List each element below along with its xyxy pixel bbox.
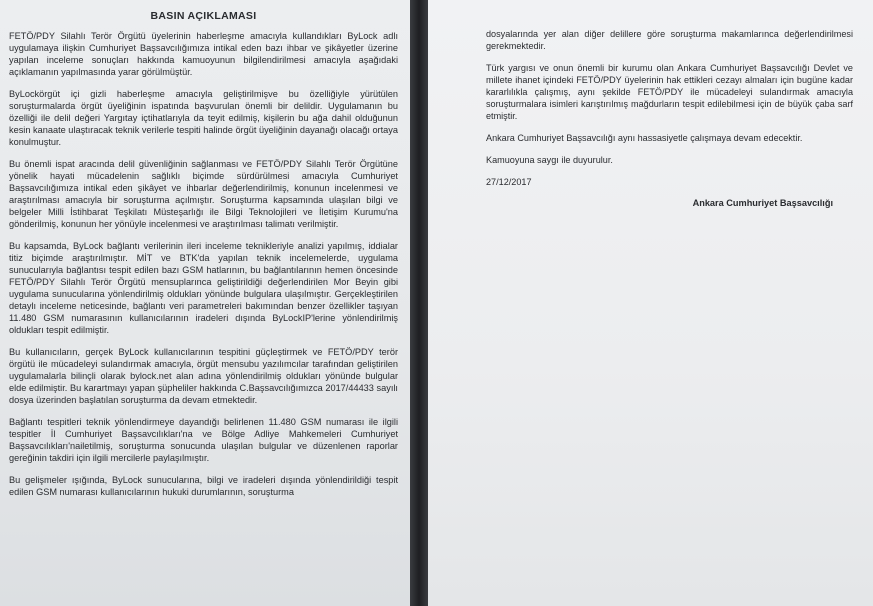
paragraph: Bu gelişmeler ışığında, ByLock sunucularına, bilgi ve iradeleri dışında yönlendirildiği tespit edilen GSM numarası kullanıcılarının hukuki durumlarının, soruşturma: [9, 475, 398, 497]
paragraph: Bu kullanıcıların, gerçek ByLock kullanıcılarının tespitini güçleştirmek ve FETÖ/PDY terör örgütü ile mücadeleyi sulandırmak amacıyla, örgüt mensubu yazılımcılar tarafından geliştirilen uygulamalarla bilinçli olarak bylock.net alan adına yönlendirilmiş oldukları yönünde bulgular elde edilmiştir. Bu karartmayı yapan şüpheliler hakkında C.Başsavcılığımızca 2017/44433 sayılı dosya üzerinden başlatılan soruşturma da devam etmektedir.: [9, 347, 398, 405]
document-title: BASIN AÇIKLAMASI: [150, 10, 257, 22]
right-page: [428, 0, 873, 606]
page-gutter: [410, 0, 428, 606]
left-page: [0, 0, 410, 606]
paragraph: Bağlantı tespitleri teknik yönlendirmeye dayandığı belirlenen 11.480 GSM numarası ile ilgili tespitler İl Cumhuriyet Başsavcılıkları'na ve Bölge Adliye Mahkemeleri Cumhuriyet Başsavcılıkları'nailetilmiş, soruşturma sonucunda ulaşılan bulgular ve düzenlenen raporlar gereğinin takdiri için ilgili mercilerle paylaşılmıştır.: [9, 417, 398, 463]
document-date: 27/12/2017: [486, 177, 532, 187]
paragraph: Ankara Cumhuriyet Başsavcılığı aynı hassasiyetle çalışmaya devam edecektir.: [486, 133, 803, 143]
paragraph: Bu kapsamda, ByLock bağlantı verilerinin ileri inceleme teknikleriyle analizi yapılmış, iddialar titiz biçimde araştırılmıştır. MİT ve BTK'da yapılan teknik incelemelerde, uygulama sunucularıyla bağlantısı tespit edilen bazı GSM hatlarının, bu bağlantılarının hemen öncesinde FETÖ/PDY Silahlı Terör Örgütü mensuplarınca geliştirildiği değerlendirilen Mor Beyin gibi uygulama sunucularına yönlendirilmiş oldukları yönünde bulgulara ulaşılmıştır. Gerçekleştirilen detaylı inceleme neticesinde, bağlantı veri parametreleri bakımından benzer özellikler taşıyan 11.480 GSM numarasının kullanıcılarının iradeleri dışında ByLockIP'lerine yönlendirilmiş oldukları tespit edilmiştir.: [9, 241, 398, 335]
paragraph: FETÖ/PDY Silahlı Terör Örgütü üyelerinin haberleşme amacıyla kullandıkları ByLock adlı uygulamaya ilişkin Cumhuriyet Başsavcılığımıza intikal eden bazı ihbar ve şikâyetler üzerine yapılan inceleme sonuçları hakkında kamuoyunun bilgilendirilmesi amacıyla aşağıdaki açıklamanın yapılmasında yarar görülmüştür.: [9, 31, 398, 77]
paragraph: Bu önemli ispat aracında delil güvenliğinin sağlanması ve FETÖ/PDY Silahlı Terör Örgütüne yönelik hayati mücadelenin sağlıklı biçimde sürdürülmesi amacıyla Cumhuriyet Başsavcılığımıza intikal eden şikâyet ve ihbarlar değerlendirilmiş, konunun incelenmesi ve araştırılması amacıyla bir soruşturma açılmıştır. Soruşturma kapsamında ulaşılan bilgi ve belgeler Milli İstihbarat Teşkilatı Müsteşarlığı ile Bilgi Teknolojileri ve İletişim Kurumu'na gönderilmiş, konunun her yönüyle incelenmesi ve araştırılması talimatı verilmiştir.: [9, 159, 398, 229]
paragraph: dosyalarında yer alan diğer delillere göre soruşturma makamlarınca değerlendirilmesi gerekmektedir.: [486, 29, 853, 51]
paragraph: Türk yargısı ve onun önemli bir kurumu olan Ankara Cumhuriyet Başsavcılığı Devlet ve millete ihanet içindeki FETÖ/PDY üyelerinin hak ettikleri cezayı almaları için bugüne kadar kararlılıkla çalışmış, aynı şekilde FETÖ/PDY ile mücadeleyi sulandırmak amacıyla soruşturmalara isimleri karıştırılmış mağdurların tespit edilebilmesi için de büyük çaba sarf etmiştir.: [486, 63, 853, 121]
paragraph: ByLockörgüt içi gizli haberleşme amacıyla geliştirilmişve bu özelliğiyle yürütülen soruşturmalarda örgüt üyeliğinin ispatında başvurulan önemli bir delildir. Uygulamanın bu özelliği ile delil değeri Yargıtay içtihatlarıyla da teyit edilmiş, kişilerin bu ağa dahil olduğunun kesin kanaate ulaştıracak teknik verilerle tespiti halinde örgüt üyeliğinin dayanağı olacağı ortaya konulmuştur.: [9, 89, 398, 147]
paragraph: Kamuoyuna saygı ile duyurulur.: [486, 155, 613, 165]
signature-authority: Ankara Cumhuriyet Başsavcılığı: [692, 198, 833, 208]
